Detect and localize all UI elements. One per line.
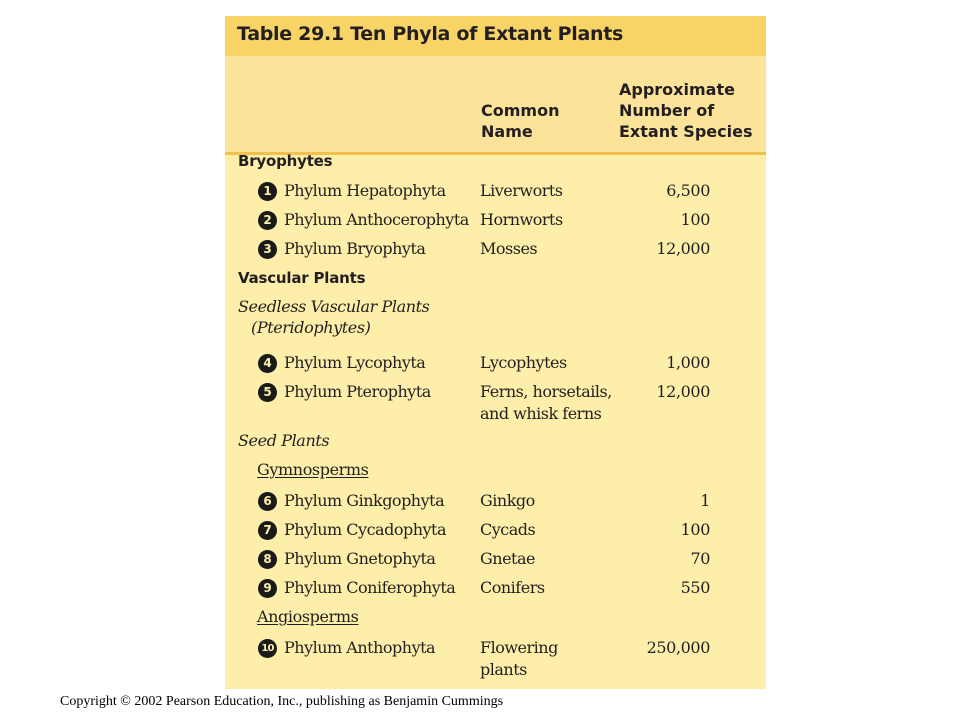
common-name: Ginkgo [480, 491, 535, 510]
phylum-name: Phylum Cycadophyta [284, 520, 446, 539]
table-title: Table 29.1 Ten Phyla of Extant Plants [237, 23, 624, 45]
common-name: Lycophytes [480, 353, 567, 372]
common-name: Hornworts [480, 210, 563, 229]
section-row [225, 269, 766, 291]
section-row [225, 152, 766, 174]
species-count: 12,000 [656, 239, 710, 258]
section-bryophytes: Bryophytes [238, 152, 333, 170]
species-count: 12,000 [656, 382, 710, 401]
number-badge-icon: 6 [258, 492, 277, 511]
column-header-species-count [619, 79, 752, 142]
number-badge-icon: 10 [258, 639, 277, 658]
group-row [225, 460, 766, 482]
species-count: 1,000 [666, 353, 710, 372]
common-name: Mosses [480, 239, 538, 258]
phylum-name: Phylum Coniferophyta [284, 578, 456, 597]
phylum-name: Phylum Hepatophyta [284, 181, 446, 200]
species-count: 550 [680, 578, 710, 597]
number-badge-icon: 4 [258, 354, 277, 373]
number-badge-icon: 9 [258, 579, 277, 598]
header-line: Number of [619, 101, 715, 120]
phylum-name: Phylum Bryophyta [284, 239, 426, 258]
subsection-pteridophytes: (Pteridophytes) [251, 318, 371, 337]
species-count: 100 [680, 520, 710, 539]
table-row [225, 352, 766, 374]
species-count: 70 [690, 549, 710, 568]
subsection-row [225, 297, 766, 319]
column-header-common-name [481, 100, 559, 142]
phylum-name: Phylum Anthophyta [284, 638, 436, 657]
common-name: Ferns, horsetails, and whisk ferns [480, 382, 612, 423]
common-name: Flowering plants [480, 638, 558, 679]
subsection-row [225, 431, 766, 453]
common-name: Gnetae [480, 549, 535, 568]
common-name: Cycads [480, 520, 536, 539]
group-row [225, 607, 766, 629]
number-badge-icon: 3 [258, 240, 277, 259]
number-badge-icon: 1 [258, 182, 277, 201]
group-gymnosperms: Gymnosperms [257, 460, 369, 479]
table-row [225, 637, 766, 681]
species-count: 1 [700, 491, 710, 510]
common-name: Liverworts [480, 181, 563, 200]
phyla-table [225, 16, 766, 689]
subsection-seed-plants: Seed Plants [238, 431, 330, 450]
phylum-name: Phylum Pterophyta [284, 382, 431, 401]
section-vascular-plants: Vascular Plants [238, 269, 366, 287]
phylum-name: Phylum Anthocerophyta [284, 210, 469, 229]
table-row [225, 381, 766, 425]
group-angiosperms: Angiosperms [257, 607, 359, 626]
species-count: 6,500 [666, 181, 710, 200]
number-badge-icon: 5 [258, 383, 277, 402]
common-name: Conifers [480, 578, 545, 597]
table-row [225, 490, 766, 512]
table-row [225, 519, 766, 541]
header-line: Name [481, 122, 533, 141]
number-badge-icon: 7 [258, 521, 277, 540]
number-badge-icon: 8 [258, 550, 277, 569]
number-badge-icon: 2 [258, 211, 277, 230]
table-row [225, 180, 766, 202]
table-title-bar [225, 16, 766, 56]
table-header [225, 56, 766, 152]
phylum-name: Phylum Lycophyta [284, 353, 426, 372]
table-row [225, 577, 766, 599]
phylum-name: Phylum Gnetophyta [284, 549, 436, 568]
copyright-notice: Copyright © 2002 Pearson Education, Inc., publishing as Benjamin Cummings [60, 694, 504, 709]
phylum-name: Phylum Ginkgophyta [284, 491, 445, 510]
species-count: 100 [680, 210, 710, 229]
table-row [225, 209, 766, 231]
header-line: Extant Species [619, 122, 753, 141]
species-count: 250,000 [646, 638, 710, 657]
header-line: Common [481, 101, 560, 120]
table-row [225, 548, 766, 570]
subsection-seedless-vascular: Seedless Vascular Plants [238, 297, 430, 316]
header-line: Approximate [619, 80, 735, 99]
subsection-row [225, 318, 766, 340]
table-row [225, 238, 766, 260]
